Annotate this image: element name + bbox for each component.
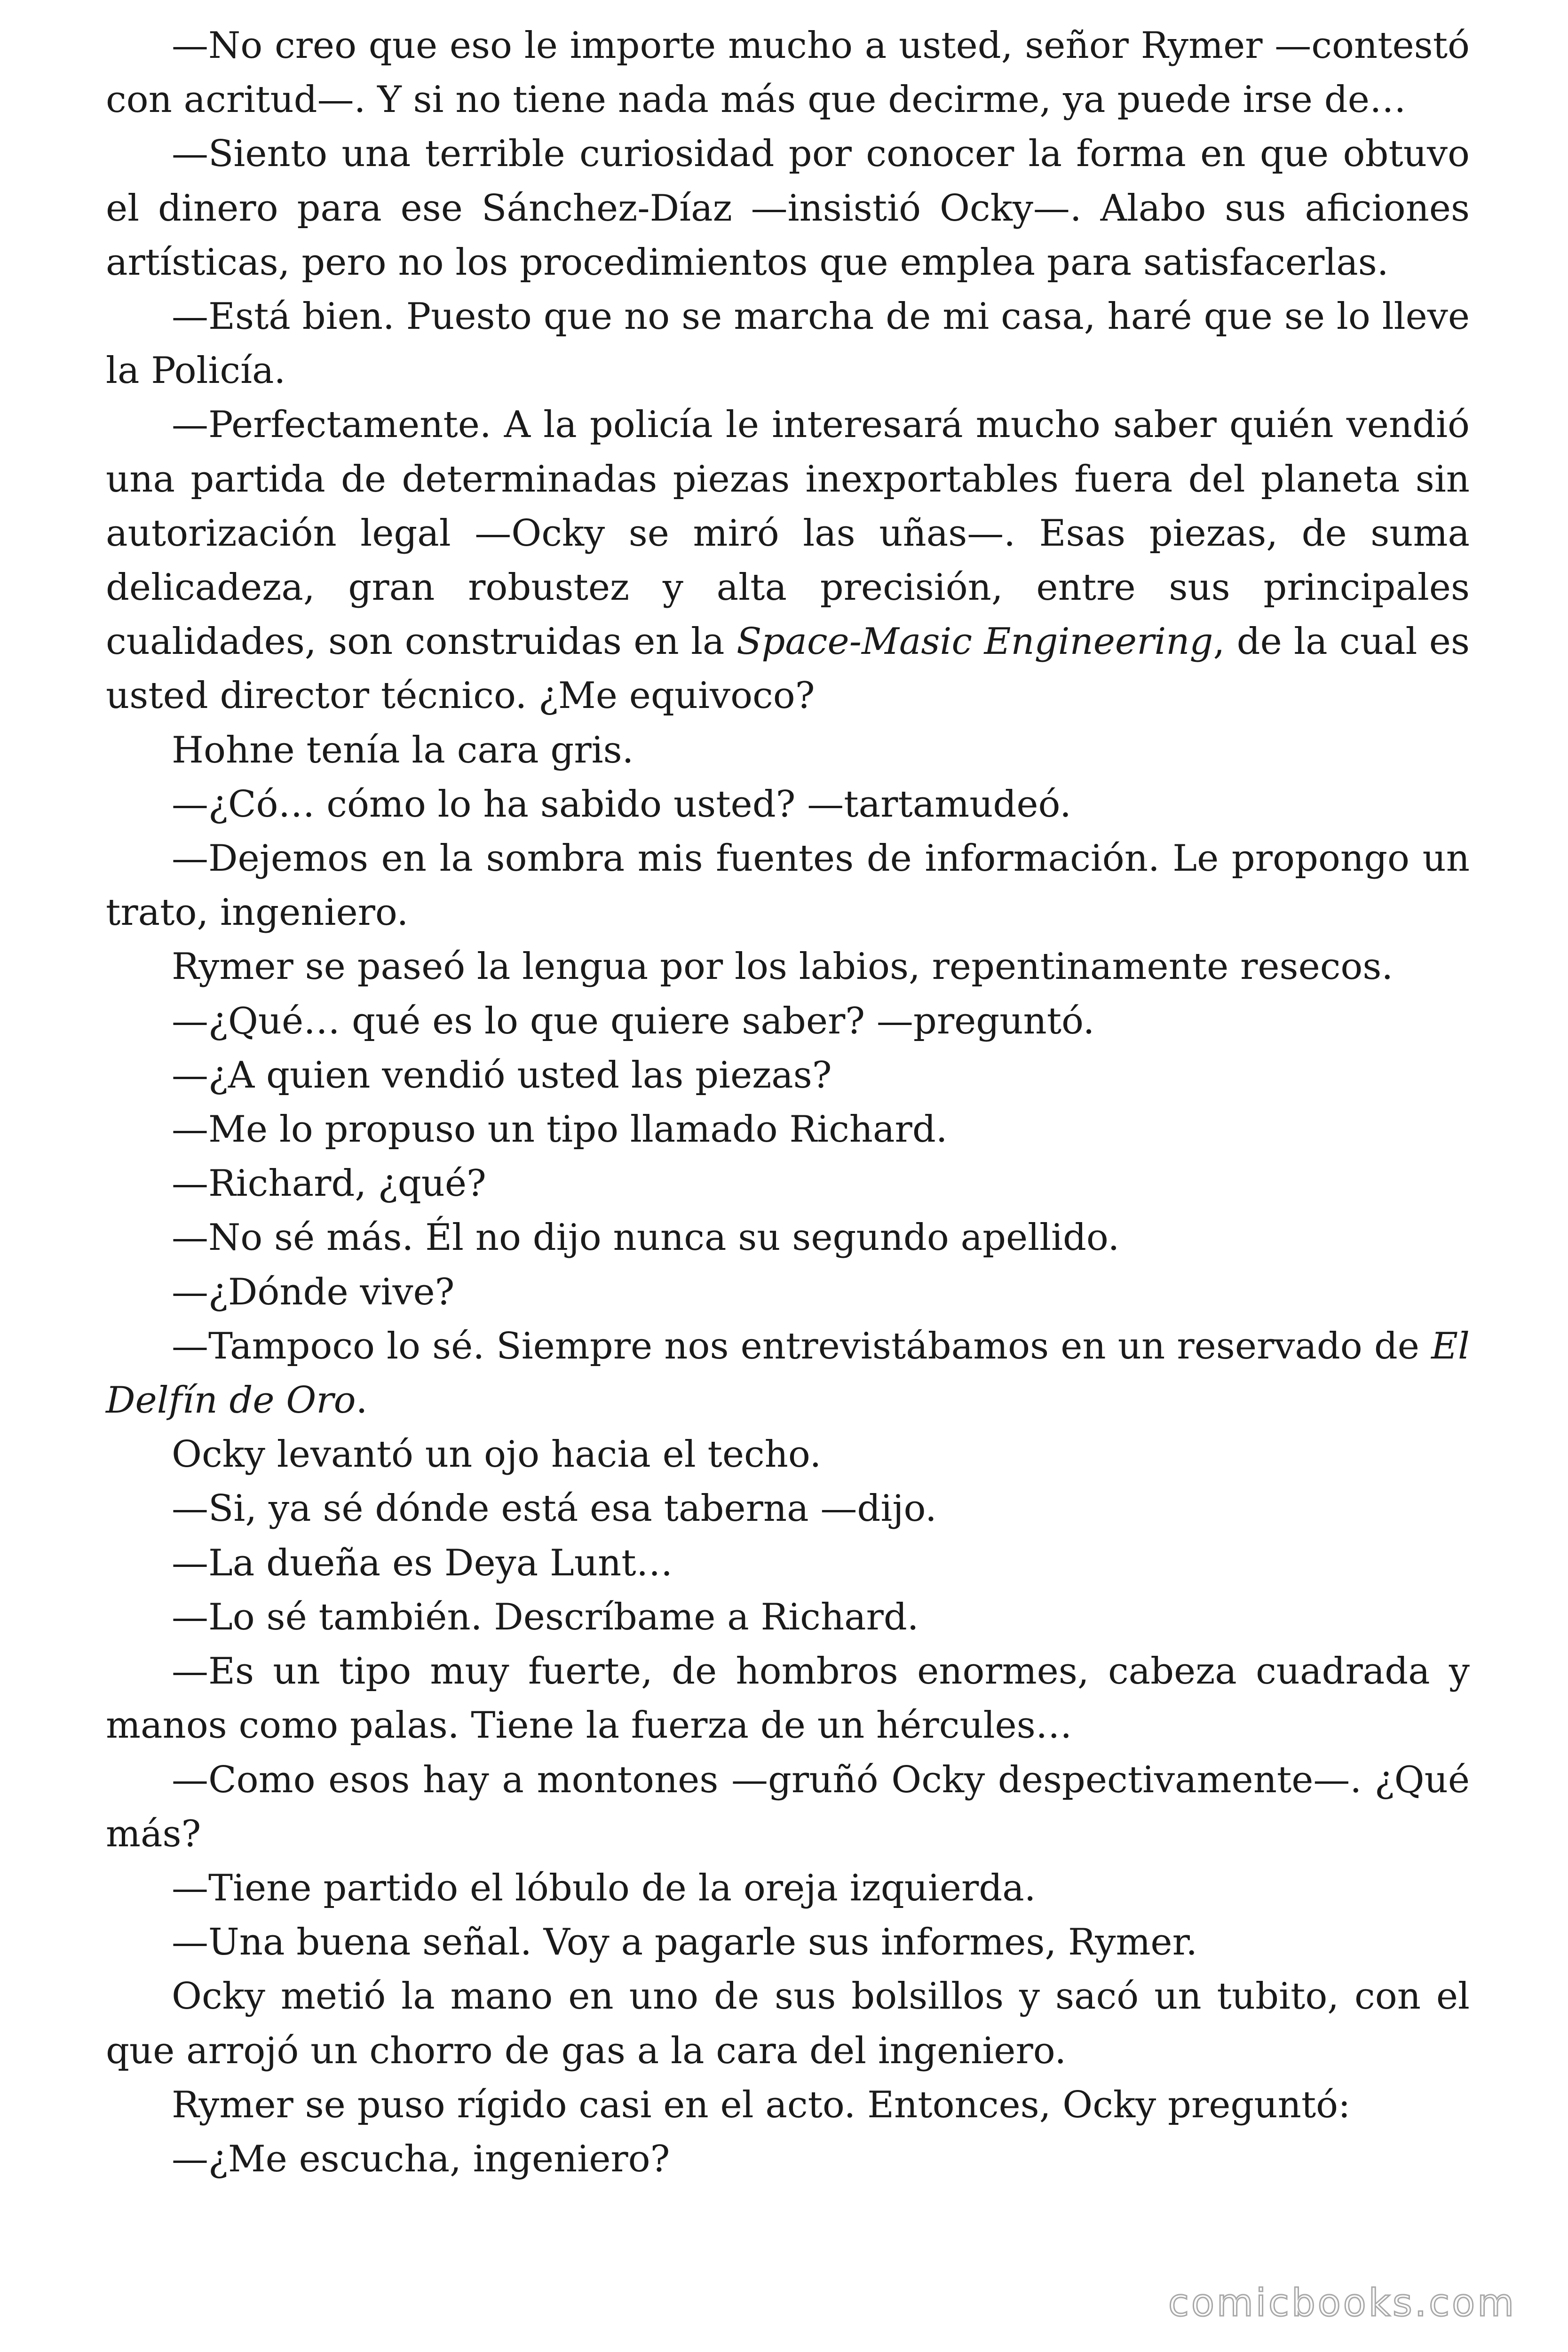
paragraph: —No sé más. Él no dijo nunca su segundo apellido. — [172, 1216, 1120, 1259]
paragraph: —Me lo propuso un tipo llamado Richard. — [172, 1108, 948, 1151]
paragraph-text: —Tampoco lo sé. Siempre nos entrevistábamos en un reservado de — [172, 1325, 1432, 1367]
paragraph-text: —Perfectamente. A la policía le interesará mucho saber quién vendió una partida de determinadas piezas inexportables fuera del planeta sin autorización legal —Ocky se miró las uñas—. Esas piezas, de suma delicadeza, gran robustez y alta precisión, entre sus principales cualidades, son construidas en la — [106, 404, 1470, 663]
paragraph: —No creo que eso le importe mucho a usted, señor Rymer —contestó con acritud—. Y si no tiene nada más que decirme, ya puede irse de… — [106, 24, 1470, 121]
paragraph: —Está bien. Puesto que no se marcha de mi casa, haré que se lo lleve la Policía. — [106, 295, 1470, 392]
paragraph: —La dueña es Deya Lunt… — [172, 1542, 673, 1584]
paragraph: —Siento una terrible curiosidad por conocer la forma en que obtuvo el dinero para ese Sánchez-Díaz —insistió Ocky—. Alabo sus aficiones artísticas, pero no los procedimientos que emplea para satisfacerlas. — [106, 133, 1470, 284]
paragraph: —Richard, ¿qué? — [172, 1162, 486, 1205]
paragraph: —Una buena señal. Voy a pagarle sus informes, Rymer. — [172, 1921, 1198, 1964]
paragraph: —Como esos hay a montones —gruñó Ocky despectivamente—. ¿Qué más? — [106, 1758, 1470, 1855]
paragraph: —Si, ya sé dónde está esa taberna —dijo. — [172, 1487, 937, 1530]
paragraph: —Dejemos en la sombra mis fuentes de información. Le propongo un trato, ingeniero. — [106, 837, 1470, 934]
italic-title: Space-Masic Engineering — [736, 620, 1213, 663]
paragraph: —¿Qué… qué es lo que quiere saber? —preguntó. — [172, 1000, 1095, 1042]
paragraph: Ocky metió la mano en uno de sus bolsillos y sacó un tubito, con el que arrojó un chorro de gas a la cara del ingeniero. — [106, 1975, 1470, 2072]
paragraph: —¿Dónde vive? — [172, 1271, 455, 1313]
italic-title: El Delfín de Oro — [106, 1325, 1470, 1422]
paragraph-text: . — [356, 1379, 368, 1422]
paragraph: —¿Có… cómo lo ha sabido usted? —tartamudeó. — [172, 783, 1071, 826]
paragraph: —Es un tipo muy fuerte, de hombros enormes, cabeza cuadrada y manos como palas. Tiene la fuerza de un hércules… — [106, 1650, 1470, 1747]
paragraph: —¿A quien vendió usted las piezas? — [172, 1054, 832, 1097]
book-page-body — [106, 19, 1470, 2186]
paragraph: —Lo sé también. Descríbame a Richard. — [172, 1596, 919, 1638]
paragraph: Ocky levantó un ojo hacia el techo. — [172, 1433, 822, 1476]
paragraph — [106, 1319, 1470, 1428]
paragraph: Rymer se puso rígido casi en el acto. Entonces, Ocky preguntó: — [172, 2083, 1351, 2126]
paragraph — [106, 398, 1470, 723]
paragraph: Hohne tenía la cara gris. — [172, 729, 634, 771]
paragraph: —¿Me escucha, ingeniero? — [172, 2137, 670, 2180]
paragraph-text: , de la cual es usted director técnico. ¿Me equivoco? — [106, 620, 1470, 717]
paragraph: —Tiene partido el lóbulo de la oreja izquierda. — [172, 1867, 1036, 1909]
watermark: comicbooks.com — [1168, 2281, 1516, 2325]
paragraph: Rymer se paseó la lengua por los labios, repentinamente resecos. — [172, 946, 1394, 988]
